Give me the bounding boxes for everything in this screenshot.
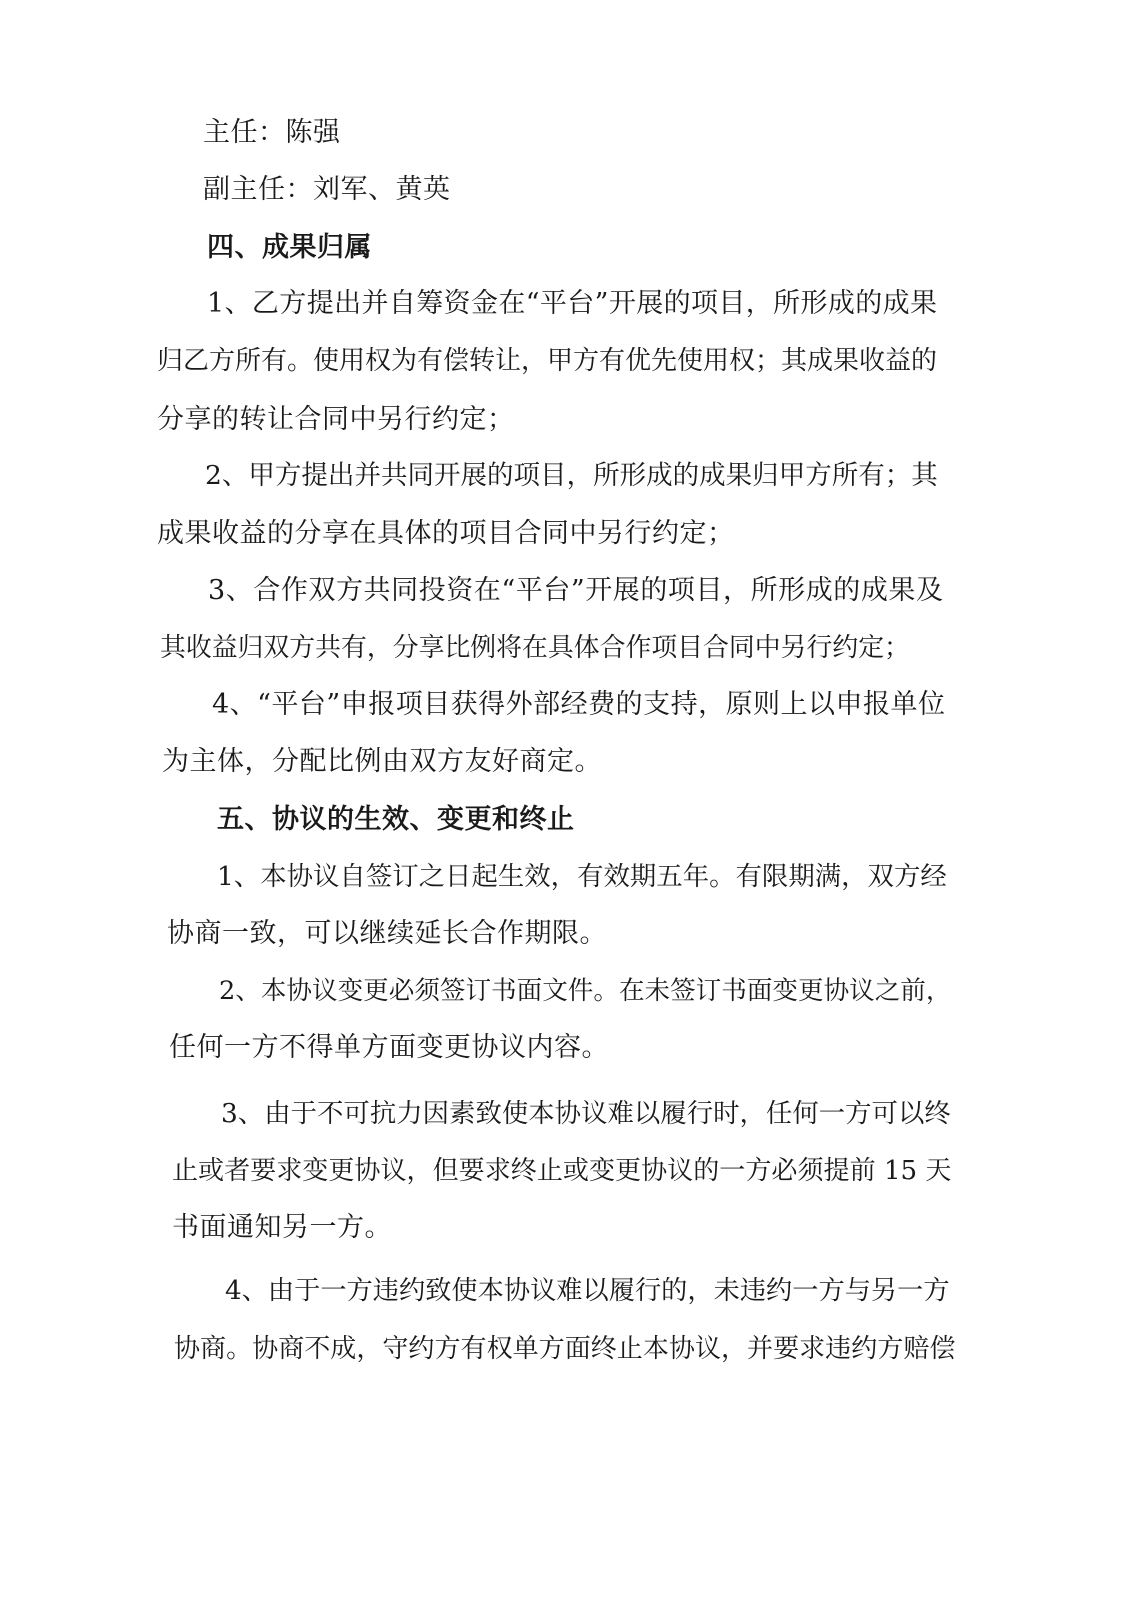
paragraph-line: 1、本协议自签订之日起生效，有效期五年。有限期满，双方经 — [217, 861, 947, 892]
paragraph-line: 协商一致，可以继续延长合作期限。 — [167, 918, 607, 949]
paragraph-line: 任何一方不得单方面变更协议内容。 — [169, 1032, 609, 1063]
paragraph-line: 归乙方所有。使用权为有偿转让，甲方有优先使用权；其成果收益的 — [157, 346, 938, 376]
paragraph-line: 3、由于不可抗力因素致使本协议难以履行时，任何一方可以终 — [221, 1098, 951, 1129]
paragraph-line: 1、乙方提出并自筹资金在“平台”开展的项目，所形成的成果 — [207, 288, 938, 319]
paragraph-line: 2、本协议变更必须签订书面文件。在未签订书面变更协议之前， — [219, 976, 952, 1006]
deputy-director-line: 副主任：刘军、黄英 — [203, 174, 451, 205]
section-heading-effectiveness-change-termination: 五、协议的生效、变更和终止 — [217, 804, 575, 835]
paragraph-line: 2、甲方提出并共同开展的项目，所形成的成果归甲方所有；其 — [205, 460, 938, 491]
section-heading-achievement-ownership: 四、成果归属 — [207, 232, 372, 263]
paragraph-line: 书面通知另一方。 — [172, 1212, 392, 1243]
paragraph-line: 为主体，分配比例由双方友好商定。 — [162, 746, 602, 777]
paragraph-line: 4、“平台”申报项目获得外部经费的支持，原则上以申报单位 — [212, 689, 946, 720]
paragraph-line: 止或者要求变更协议，但要求终止或变更协议的一方必须提前 15 天 — [172, 1156, 952, 1186]
paragraph-line: 3、合作双方共同投资在“平台”开展的项目，所形成的成果及 — [208, 575, 944, 606]
paragraph-line: 分享的转让合同中另行约定； — [157, 404, 515, 435]
director-line: 主任：陈强 — [203, 117, 341, 148]
paragraph-line: 其收益归双方共有，分享比例将在具体合作项目合同中另行约定； — [160, 633, 910, 663]
paragraph-line: 协商。协商不成，守约方有权单方面终止本协议，并要求违约方赔偿 — [174, 1334, 956, 1364]
paragraph-line: 4、由于一方违约致使本协议难以履行的，未违约一方与另一方 — [225, 1276, 950, 1306]
paragraph-line: 成果收益的分享在具体的项目合同中另行约定； — [157, 518, 735, 549]
